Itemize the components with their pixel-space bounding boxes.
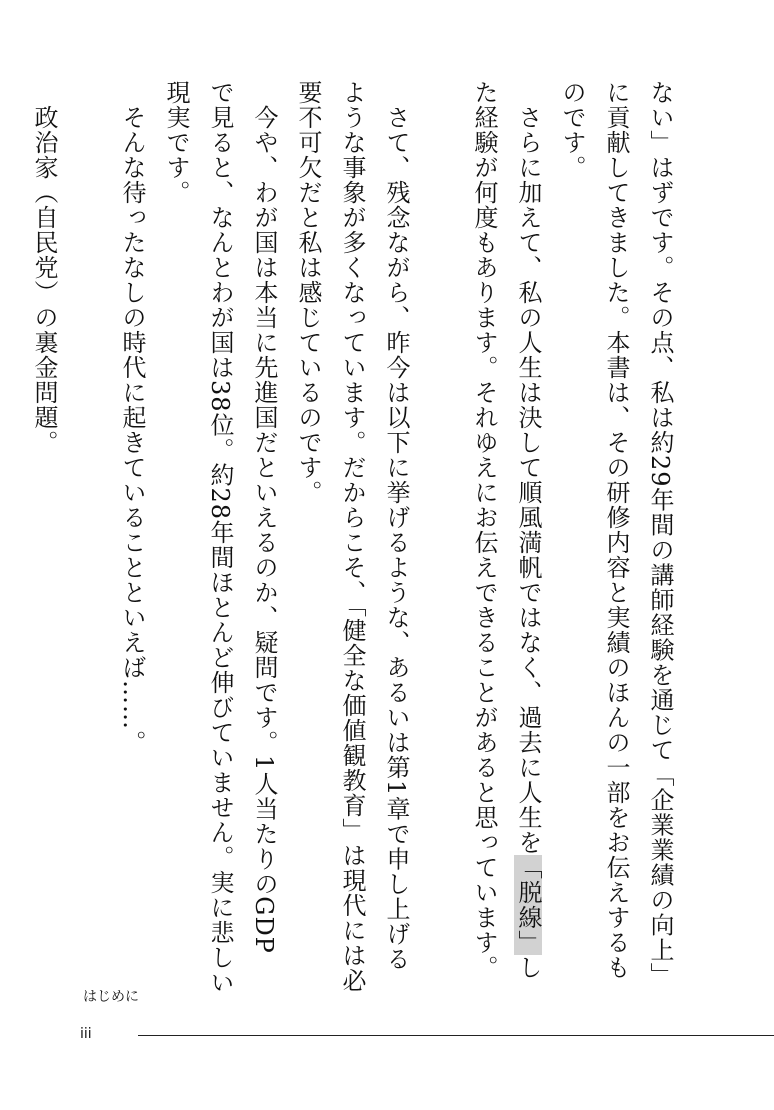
- highlighted-term: 「脱線」: [514, 855, 542, 955]
- paragraph-spacer: [418, 80, 462, 880]
- text-line-10: で見ると、なんとわが国は38位。約28年間ほとんど伸びていません。実に悲しい: [206, 80, 234, 996]
- text-line-9: 今や、わが国は本当に先進国だといえるのか、疑問です。1人当たりのGDP: [250, 80, 278, 954]
- text-line-7: ような事象が多くなっています。だからこそ、「健全な価値観教育」は現代には必: [338, 80, 366, 993]
- text-line-11: 現実です。: [162, 80, 190, 205]
- text-line-4-part-1: さらに加えて、私の人生は決して順風満帆ではなく、過去に人生を: [514, 80, 542, 855]
- text-line-4-part-3: し: [514, 955, 542, 980]
- text-line-5: た経験が何度もあります。それゆえにお伝えできることがあると思っています。: [470, 80, 498, 980]
- text-line-4: [506, 80, 550, 980]
- text-line-1: ない」はずです。その点、私は約29年間の講師経験を通じて「企業業績の向上」: [646, 80, 674, 988]
- text-line-3: のです。: [558, 80, 586, 180]
- text-line-8: 要不可欠だと私は感じているのです。: [294, 80, 322, 505]
- running-head: はじめに: [83, 989, 139, 1005]
- text-line-12: そんな待ったなしの時代に起きていることといえば……。: [118, 80, 146, 755]
- paragraph-spacer-2: [66, 80, 110, 880]
- vertical-body-text: [22, 80, 682, 996]
- text-line-13: 政治家（自民党）の裏金問題。: [30, 80, 58, 455]
- text-line-6: さて、残念ながら、昨今は以下に挙げるような、あるいは第1章で申し上げる: [382, 80, 410, 972]
- text-line-2: に貢献してきました。本書は、その研修内容と実績のほんの一部をお伝えするも: [602, 80, 630, 980]
- footer-rule: [138, 1035, 774, 1036]
- page-number: iii: [80, 1026, 92, 1042]
